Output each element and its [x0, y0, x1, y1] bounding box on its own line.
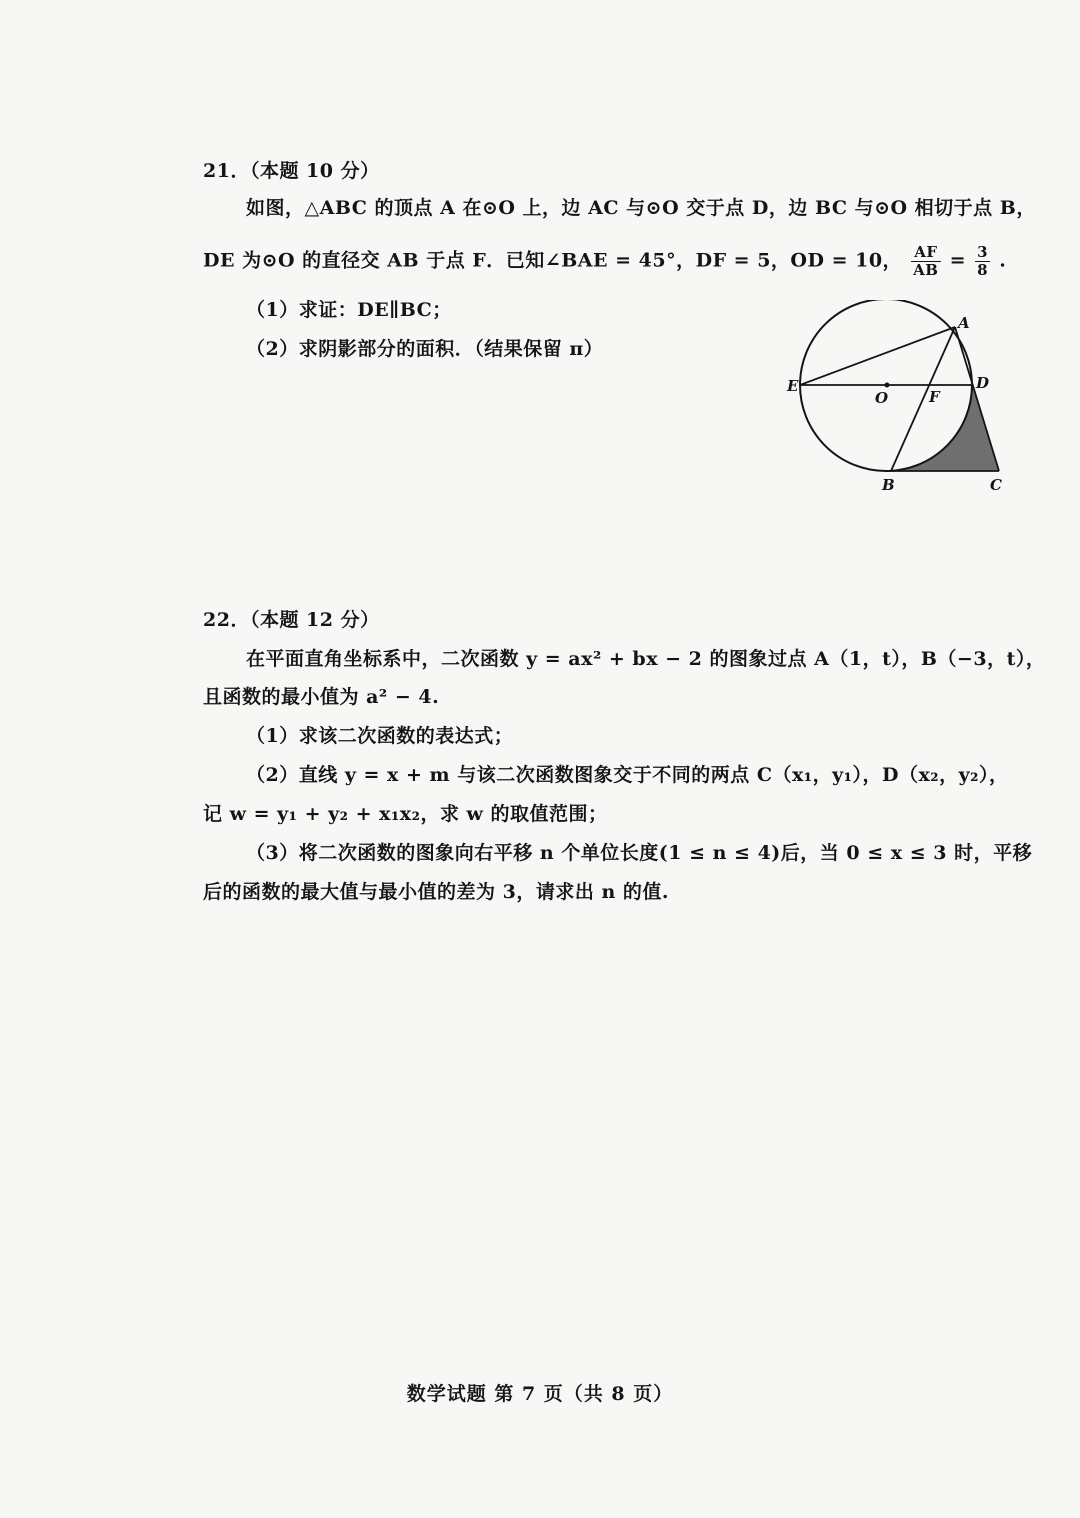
q22-part2-line2: 记 w = y₁ + y₂ + x₁x₂，求 w 的取值范围；	[203, 803, 608, 825]
label-f: F	[929, 388, 940, 406]
q22-part1: （1）求该二次函数的表达式；	[246, 725, 514, 747]
q21-part2: （2）求阴影部分的面积．（结果保留 π）	[246, 338, 604, 360]
label-d: D	[976, 374, 990, 392]
q22-part3-line1: （3）将二次函数的图象向右平移 n 个单位长度(1 ≤ n ≤ 4)后，当 0 ≤ x ≤ 3 时，平移	[246, 842, 1033, 864]
fraction-af-ab	[911, 244, 940, 279]
q22-statement-line2: 且函数的最小值为 a² − 4.	[203, 686, 440, 708]
q22-part2-line1: （2）直线 y = x + m 与该二次函数图象交于不同的两点 C（x₁，y₁），D（x₂，y₂），	[246, 764, 1009, 786]
fraction-3-8	[975, 244, 990, 279]
center-point-o	[885, 383, 890, 388]
fraction-denominator: 8	[977, 261, 989, 279]
q22-statement-line1: 在平面直角坐标系中，二次函数 y = ax² + bx − 2 的图象过点 A（1，t），B（−3，t），	[246, 648, 1046, 670]
equals-sign: =	[949, 249, 967, 272]
label-a: A	[958, 314, 970, 332]
q22-part3-line2: 后的函数的最大值与最小值的差为 3，请求出 n 的值.	[203, 881, 669, 903]
segment-ea	[800, 327, 955, 385]
shaded-region	[891, 385, 999, 471]
fraction-numerator: 3	[977, 243, 989, 261]
page-footer: 数学试题 第 7 页（共 8 页）	[406, 1383, 674, 1405]
label-c: C	[990, 476, 1002, 494]
geometry-figure	[780, 300, 1010, 500]
label-o: O	[875, 389, 889, 407]
fraction-numerator: AF	[911, 244, 940, 262]
q21-statement-line2	[203, 244, 1006, 279]
q21-statement-line2-text: DE 为⊙O 的直径交 AB 于点 F．已知∠BAE = 45°，DF = 5，OD = 10，	[203, 249, 903, 272]
q22-heading: 22．（本题 12 分）	[203, 609, 380, 631]
label-b: B	[882, 476, 895, 494]
q21-statement-line1: 如图，△ABC 的顶点 A 在⊙O 上，边 AC 与⊙O 交于点 D，边 BC 与⊙O 相切于点 B，	[246, 197, 1036, 219]
sentence-period: .	[999, 249, 1007, 272]
fraction-denominator: AB	[913, 261, 939, 279]
q21-part1: （1）求证：DE∥BC；	[246, 299, 452, 321]
label-e: E	[787, 377, 799, 395]
q21-heading: 21．（本题 10 分）	[203, 160, 380, 182]
